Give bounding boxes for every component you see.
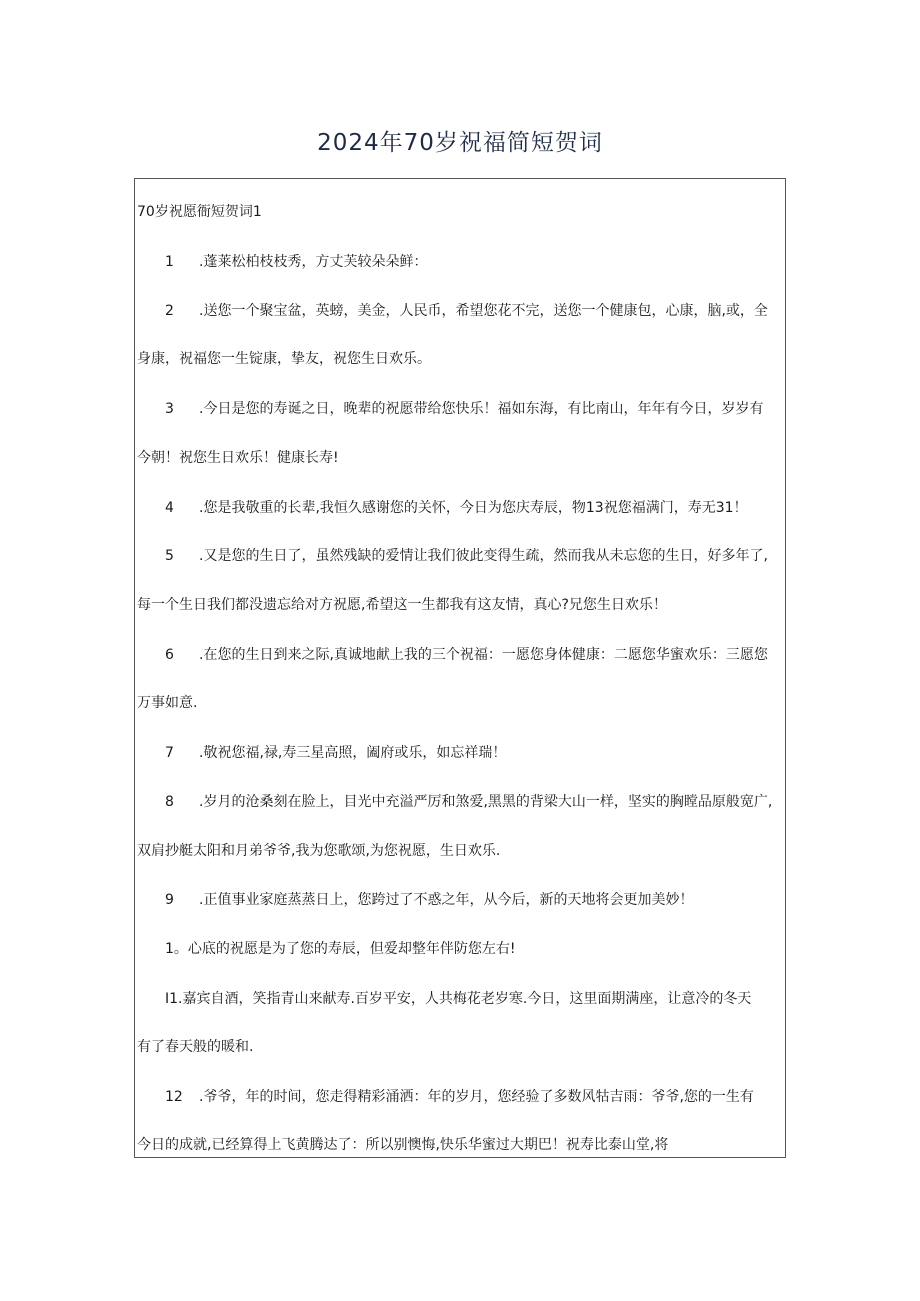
wish-line bbox=[165, 989, 751, 1009]
wish-text: .敬祝您福,禄,寿三星高照，阖府或乐，如忘祥瑞！ bbox=[199, 745, 507, 761]
wish-number: 7 bbox=[165, 745, 174, 761]
wish-text: .在您的生日到来之际,真诚地献上我的三个祝福：一愿您身体健康：二愿您华蜜欢乐：三愿您 bbox=[199, 647, 768, 663]
wish-text: .岁月的沧桑刻在脸上，目光中充溢严厉和煞爱,黑黑的背梁大山一样，坚实的胸瞠品原般宽广, bbox=[199, 794, 773, 810]
wish-line bbox=[165, 399, 763, 419]
wish-number: 2 bbox=[165, 303, 174, 319]
wish-text: .送您一个聚宝盆，英螃，美金，人民币，希望您花不完，送您一个健康包，心康，脑,或，全 bbox=[199, 303, 768, 319]
wish-text: I1.嘉宾自酒，笑指青山来献寿.百岁平安，人共梅花老岁寒.今日，这里面期满座，让意冷的冬天 bbox=[165, 991, 752, 1007]
wish-continuation: 有了春天般的暖和. bbox=[137, 1039, 254, 1055]
wish-continuation: 今日的成就,已经算得上飞黄腾达了：所以别懊悔,快乐华蜜过大期巴！祝寿比泰山堂,将 bbox=[137, 1137, 669, 1153]
wish-number: 8 bbox=[165, 794, 174, 810]
section-heading: 70岁祝愿衙短贺词1 bbox=[137, 204, 262, 220]
wish-continuation: 万事如意. bbox=[137, 695, 198, 711]
wish-line bbox=[165, 546, 768, 566]
wish-line bbox=[165, 645, 768, 665]
wish-text: .正值事业家庭蒸蒸日上，您跨过了不惑之年，从今后，新的天地将会更加美妙！ bbox=[199, 892, 694, 908]
wish-number: 1 bbox=[165, 254, 174, 270]
wish-continuation: 身康，祝福您一生锭康，挚友，祝您生日欢乐。 bbox=[137, 351, 431, 367]
wish-text: 1。心底的祝愿是为了您的寿辰，但爱却整年伴防您左右! bbox=[165, 941, 516, 957]
wish-text: .又是您的生日了，虽然残缺的爱情让我们彼此变得生疏，然而我从未忘您的生日，好多年了, bbox=[199, 548, 768, 564]
wish-line bbox=[165, 252, 427, 272]
document-title: 2024年70岁祝福简短贺词 bbox=[317, 130, 603, 156]
wish-line bbox=[165, 1087, 754, 1107]
wish-line bbox=[165, 743, 506, 763]
content-box bbox=[134, 178, 786, 1158]
wish-text: .今日是您的寿诞之日，晚辈的祝愿带给您快乐！福如东海，有比南山，年年有今日，岁岁有 bbox=[199, 401, 764, 417]
wish-continuation: 今朝！祝您生日欢乐！健康长寿! bbox=[137, 450, 339, 466]
wish-line bbox=[165, 498, 748, 518]
wish-line bbox=[165, 939, 516, 959]
wish-number: 12 bbox=[165, 1089, 183, 1105]
wish-number: 6 bbox=[165, 647, 174, 663]
wish-line bbox=[165, 792, 772, 812]
wish-continuation: 双肩抄艇太阳和月弟爷爷,我为您歌颂,为您祝愿，生日欢乐. bbox=[137, 843, 501, 859]
wish-text: .蓬莱松柏枝枝秀，方丈芙较朵朵鲜： bbox=[199, 254, 428, 270]
wish-line bbox=[165, 890, 693, 910]
wish-text: .爷爷，年的时间，您走得精彩涌洒：年的岁月，您经验了多数风牯吉雨：爷爷,您的一生有 bbox=[199, 1089, 754, 1105]
wish-line bbox=[165, 301, 768, 321]
wish-number: 9 bbox=[165, 892, 174, 908]
wish-number: 5 bbox=[165, 548, 174, 564]
wish-number: 4 bbox=[165, 500, 174, 516]
wish-text: .您是我敬重的长辈,我恒久感谢您的关怀，今日为您庆寿辰，物13祝您福满门，寿无31！ bbox=[199, 500, 748, 516]
wish-number: 3 bbox=[165, 401, 174, 417]
wish-continuation: 每一个生日我们都没遗忘给对方祝愿,希望这一生都我有这友情，真心?兄您生日欢乐！ bbox=[137, 597, 667, 613]
